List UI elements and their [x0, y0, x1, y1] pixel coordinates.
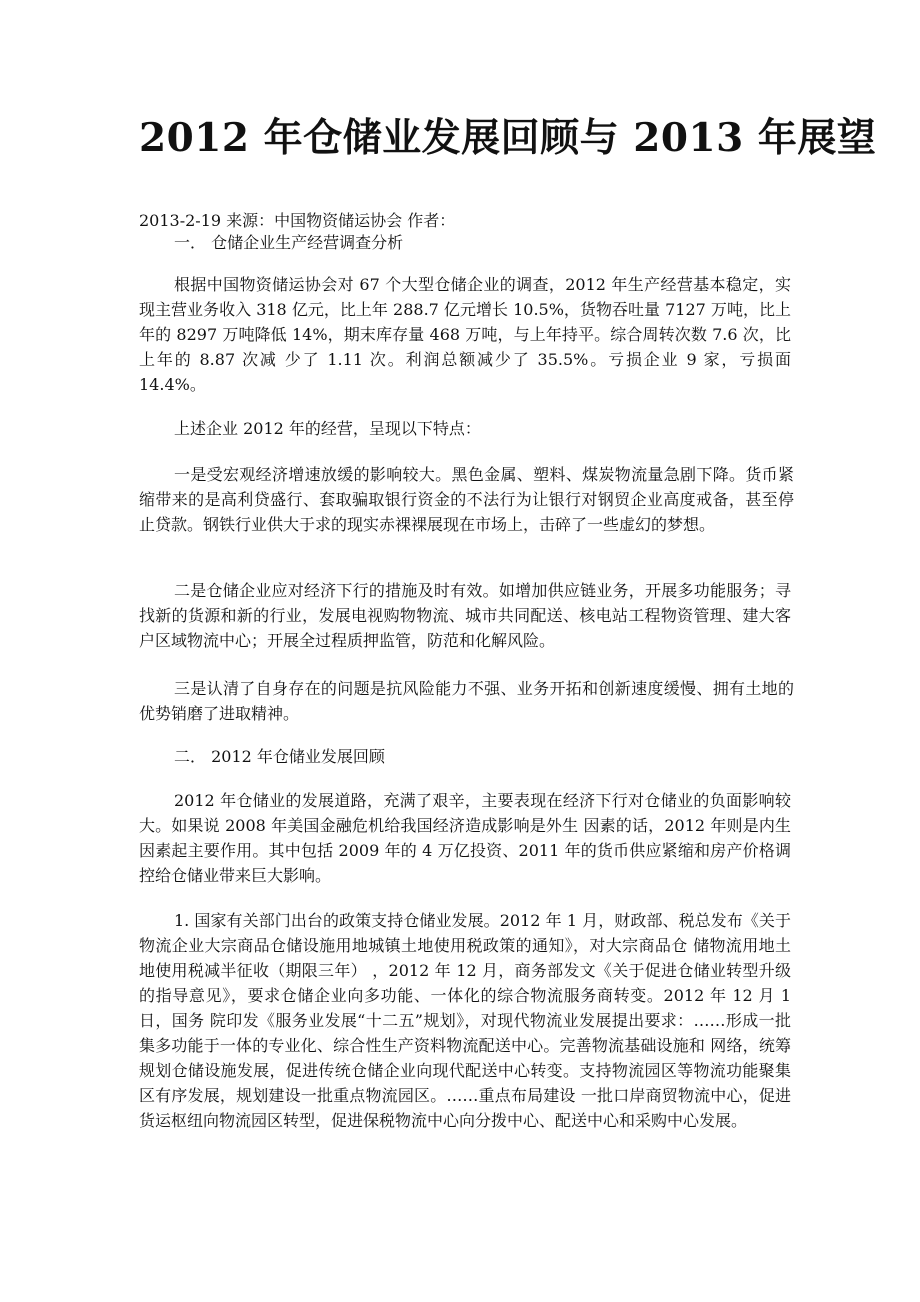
document-meta: 2013-2-19 来源：中国物资储运协会 作者：: [139, 211, 456, 230]
section-heading-1: 一． 仓储企业生产经营调查分析: [174, 233, 404, 252]
paragraph-feature-2: 二是仓储企业应对经济下行的措施及时有效。如增加供应链业务，开展多功能服务；寻找新的货源和新的行业，发展电视购物物流、城市共同配送、核电站工程物资管理、建大客户区域物流中心；开展全过程质押监管，防范和化解风险。: [139, 581, 791, 650]
section-heading-2: 二． 2012 年仓储业发展回顾: [174, 747, 385, 766]
paragraph-feature-1: 一是受宏观经济增速放缓的影响较大。黑色金属、塑料、煤炭物流量急剧下降。货币紧缩带来的是高利贷盛行、套取骗取银行资金的不法行为让银行对钢贸企业高度戒备，甚至停止贷款。钢铁行业供大于求的现实赤裸裸展现在市场上，击碎了一些虚幻的梦想。: [139, 465, 794, 534]
paragraph-review: 2012 年仓储业的发展道路，充满了艰辛，主要表现在经济下行对仓储业的负面影响较大。如果说 2008 年美国金融危机给我国经济造成影响是外生 因素的话，2012 年则是内生因素起主要作用。其中包括 2009 年的 4 万亿投资、2011 年的货币供应紧缩和房产价格调控给仓储业带来巨大影响。: [139, 791, 791, 885]
paragraph-features-intro: 上述企业 2012 年的经营，呈现以下特点：: [174, 419, 481, 438]
paragraph-feature-3: 三是认清了自身存在的问题是抗风险能力不强、业务开拓和创新速度缓慢、拥有土地的优势销磨了进取精神。: [139, 679, 794, 723]
document-title: 2012 年仓储业发展回顾与 2013 年展望: [139, 115, 877, 161]
paragraph-policy: 1. 国家有关部门出台的政策支持仓储业发展。2012 年 1 月，财政部、税总发布《关于物流企业大宗商品仓储设施用地城镇土地使用税政策的通知》，对大宗商品仓 储物流用地土地使用税减半征收（期限三年） ，2012 年 12 月，商务部发文《关于促进仓储业转型升级的指导意见》，要求仓储企业向多功能、一体化的综合物流服务商转变。2012 年 12 月 1 日，国务 院印发《服务业发展“十二五”规划》，对现代物流业发展提出要求：……形成一批集多功能于一体的专业化、综合性生产资料物流配送中心。完善物流基础设施和 网络，统筹规划仓储设施发展，促进传统仓储企业向现代配送中心转变。支持物流园区等物流功能聚集区有序发展，规划建设一批重点物流园区。……重点布局建设 一批口岸商贸物流中心，促进货运枢纽向物流园区转型，促进保税物流中心向分拨中心、配送中心和采购中心发展。: [139, 911, 791, 1130]
paragraph-survey: 根据中国物资储运协会对 67 个大型仓储企业的调查，2012 年生产经营基本稳定，实现主营业务收入 318 亿元，比上年 288.7 亿元增长 10.5%，货物吞吐量 7127 万吨，比上年的 8297 万吨降低 14%，期末库存量 468 万吨，与上年持平。综合周转次数 7.6 次，比上年的 8.87 次减 少了 1.11 次。利润总额减少了 35.5%。亏损企业 9 家，亏损面 14.4%。: [139, 275, 791, 394]
